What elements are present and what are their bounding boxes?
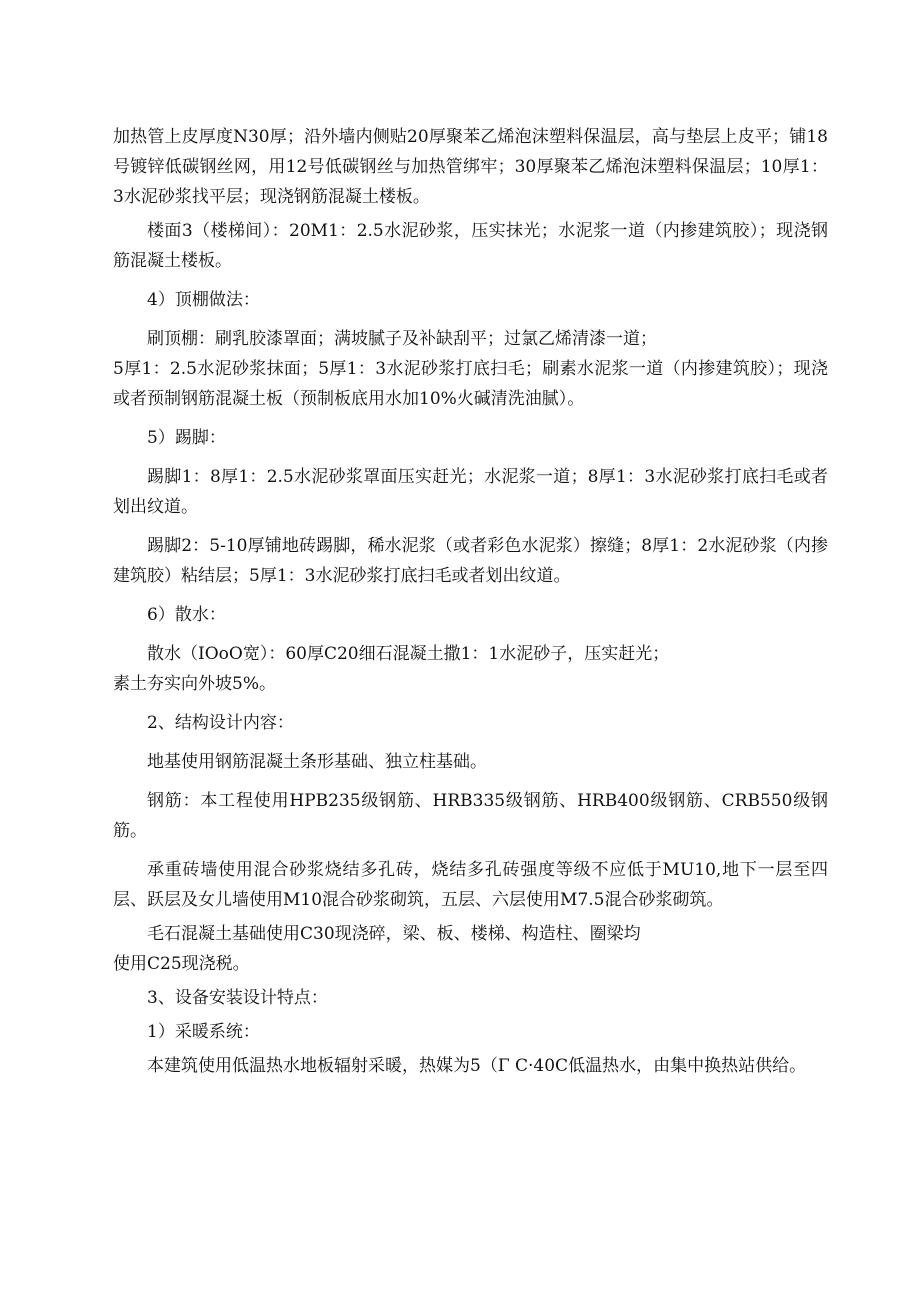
heading-heating-system: 1）采暖系统： bbox=[147, 1022, 260, 1042]
paragraph-ceiling bbox=[113, 324, 828, 414]
ceiling-line-1: 刷顶棚：刷乳胶漆罩面；满坡腻子及补缺刮平；过氯乙烯清漆一道； bbox=[147, 329, 657, 349]
paragraph-skirting-1: 踢脚1：8厚1：2.5水泥砂浆罩面压实赶光；水泥浆一道；8厚1：3水泥砂浆打底扫毛或者划出纹道。 bbox=[113, 467, 828, 517]
concrete-line-1: 毛石混凝土基础使用C30现浇碎，梁、板、楼梯、构造柱、圈梁均 bbox=[147, 924, 641, 944]
heading-apron: 6）散水： bbox=[147, 605, 226, 625]
paragraph-concrete bbox=[113, 919, 828, 979]
paragraph-brick-wall: 承重砖墙使用混合砂浆烧结多孔砖，烧结多孔砖强度等级不应低于MU10,地下一层至四层、跃层及女儿墙使用M10混合砂浆砌筑，五层、六层使用M7.5混合砂浆砌筑。 bbox=[113, 860, 828, 910]
paragraph-floor-heating-continued: 加热管上皮厚度N30厚；沿外墙内侧贴20厚聚苯乙烯泡沫塑料保温层，高与垫层上皮平；铺18号镀锌低碳钢丝网，用12号低碳钢丝与加热管绑牢；30厚聚苯乙烯泡沫塑料保温层；10厚1：3水泥砂浆找平层；现浇钢筋混凝土楼板。 bbox=[113, 127, 828, 207]
heading-skirting: 5）踢脚： bbox=[147, 428, 226, 448]
paragraph-foundation: 地基使用钢筋混凝土条形基础、独立柱基础。 bbox=[147, 752, 487, 772]
document-body bbox=[113, 122, 828, 1081]
paragraph-skirting-2: 踢脚2：5-10厚铺地砖踢脚，稀水泥浆（或者彩色水泥浆）擦缝；8厚1：2水泥砂浆（内掺建筑胶）粘结层；5厚1：3水泥砂浆打底扫毛或者划出纹道。 bbox=[113, 536, 828, 586]
paragraph-floor-3-stairwell: 楼面3（楼梯间）：20M1：2.5水泥砂浆，压实抹光；水泥浆一道（内掺建筑胶）；现浇钢筋混凝土楼板。 bbox=[113, 221, 828, 271]
heading-equipment-installation: 3、设备安装设计特点： bbox=[147, 988, 328, 1008]
paragraph-heating: 本建筑使用低温热水地板辐射采暖，热媒为5（Γ C·40C低温热水，由集中换热站供给。 bbox=[147, 1056, 807, 1076]
ceiling-line-2: 5厚1：2.5水泥砂浆抹面；5厚1：3水泥砂浆打底扫毛；刷素水泥浆一道（内掺建筑胶）；现浇或者预制钢筋混凝土板（预制板底用水加10%火碱清洗油腻）。 bbox=[113, 359, 828, 409]
apron-line-2: 素土夯实向外坡5%。 bbox=[113, 674, 276, 694]
apron-line-1: 散水（IOoO宽）：60厚C20细石混凝土撒1：1水泥砂子，压实赶光； bbox=[147, 644, 670, 664]
paragraph-apron bbox=[113, 639, 828, 699]
heading-structure-design: 2、结构设计内容： bbox=[147, 713, 294, 733]
paragraph-rebar: 钢筋：本工程使用HPB235级钢筋、HRB335级钢筋、HRB400级钢筋、CRB550级钢筋。 bbox=[113, 791, 828, 841]
heading-ceiling-method: 4）顶棚做法： bbox=[147, 290, 260, 310]
concrete-line-2: 使用C25现浇税。 bbox=[113, 954, 250, 974]
